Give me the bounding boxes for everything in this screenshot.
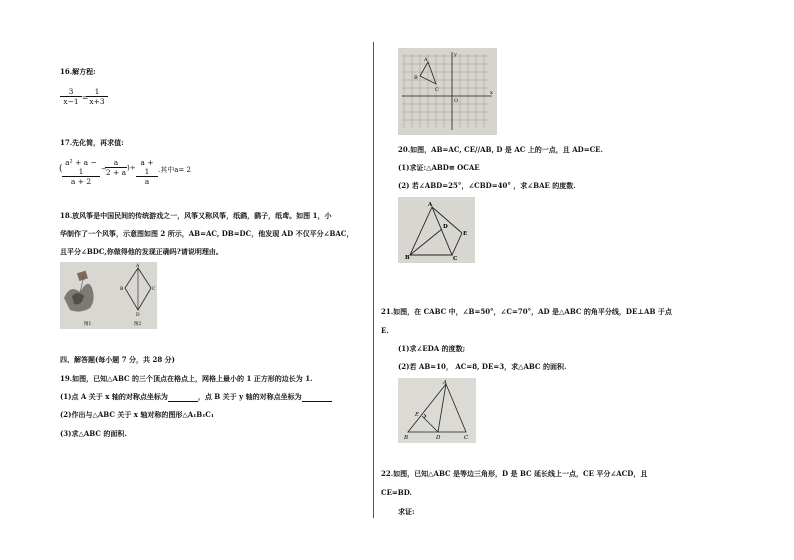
q18-line-2: 华制作了一个风筝，示意图如图 2 所示，AB=AC, DB=DC，他发现 AD 不仅平分∠BAC， — [60, 229, 354, 238]
q22-line-2: CE=BD. — [381, 488, 412, 497]
q17-tail: .其中a= 2 — [158, 166, 191, 174]
q18-line-1: 18.放风筝是中国民间的传统游戏之一，风筝又称风筝，纸鹞，鹞子，纸鸢。如图 1，小 — [60, 211, 332, 220]
section-4-heading: 四、解答题(每小题 7 分，共 28 分) — [60, 355, 175, 364]
q21-figure — [398, 378, 476, 443]
grid-label-B: B — [414, 75, 418, 81]
q19-part1-a: (1)点 A 关于 x 轴的对称点坐标为 — [60, 392, 168, 401]
q19-line-2 — [60, 392, 332, 402]
grid-label-x: x — [490, 90, 493, 96]
kite-label-D: D — [136, 313, 140, 318]
kite-figure-photo — [60, 262, 157, 329]
q20-label-E: E — [463, 231, 468, 237]
q16-fraction-2 — [86, 87, 108, 106]
grid-label-C: C — [435, 87, 439, 93]
q16-title: 16.解方程: — [60, 67, 96, 76]
q19-part1-b: ，点 B 关于 y 轴的对称点坐标为 — [197, 392, 302, 401]
q20-figure — [398, 197, 475, 263]
q17-title: 17.先化简，再求值: — [60, 138, 124, 147]
q16-frac1-numerator: 3 — [60, 87, 82, 97]
grid-label-A: A — [424, 57, 428, 63]
q22-line-1: 22.如图，已知△ABC 是等边三角形，D 是 BC 延长线上一点，CE 平分∠ACD，且 — [381, 469, 648, 478]
q20-label-B: B — [405, 255, 410, 261]
q17-fraction-3 — [136, 158, 158, 186]
q19-line-3: (2)作出与△ABC 关于 x 轴对称的图形△A₁B₁C₁ — [60, 410, 214, 419]
kite-label-C: C — [152, 287, 156, 292]
q20-label-C: C — [453, 256, 458, 262]
answer-blank-2 — [302, 394, 332, 402]
q21-line-1b: E. — [381, 326, 389, 335]
figure-2-caption: 图2 — [134, 322, 142, 327]
q21-label-D: D — [436, 435, 441, 441]
q17-frac3-numerator: a + 1 — [136, 158, 158, 177]
q17-frac1-numerator: a² + a − 1 — [62, 158, 100, 177]
q17-fraction-1 — [62, 158, 100, 186]
kite-figure — [60, 262, 157, 329]
grid-label-O: O — [454, 98, 459, 104]
q21-line-3: (2)若 AB=10， AC=8, DE=3，求△ABC 的面积. — [398, 362, 567, 371]
q17-left-paren: ( — [59, 164, 63, 174]
q16-frac1-denominator: x−1 — [63, 97, 79, 106]
answer-blank-1 — [168, 394, 198, 402]
q17-frac1-denominator: a + 2 — [70, 177, 92, 186]
grid-figure-photo — [398, 48, 497, 135]
column-divider — [373, 42, 374, 518]
q20-label-A: A — [428, 202, 433, 208]
q20-figure-photo — [398, 197, 475, 263]
q21-line-2: (1)求∠EDA 的度数; — [398, 344, 466, 353]
q17-frac2-denominator: 2 + a — [105, 168, 127, 177]
q16-frac2-denominator: x+3 — [89, 97, 105, 106]
q16-equals: = — [82, 93, 89, 102]
q19-line-4: (3)求△ABC 的面积. — [60, 429, 127, 438]
q19-line-1: 19.如图，已知△ABC 的三个顶点在格点上，网格上最小的 1 正方形的边长为 1. — [60, 374, 313, 383]
q17-fraction-2 — [105, 158, 127, 177]
figure-1-caption: 图1 — [84, 322, 92, 327]
q21-label-A: A — [443, 380, 447, 386]
q17-frac3-denominator: a — [144, 177, 150, 186]
q20-line-1: 20.如图，AB=AC, CE//AB, D 是 AC 上的一点，且 AD=CE. — [398, 145, 603, 154]
q17-frac2-numerator: a — [105, 158, 127, 168]
q22-line-3: 求证: — [398, 507, 415, 516]
grid-figure — [398, 48, 497, 135]
kite-label-B: B — [120, 287, 124, 292]
q16-frac2-numerator: 1 — [86, 87, 108, 97]
q17-minus: − — [101, 165, 107, 173]
q21-label-C: C — [464, 435, 469, 441]
q21-figure-photo — [398, 378, 476, 443]
kite-label-A: A — [136, 264, 140, 269]
q21-label-E: E — [415, 412, 420, 418]
q21-label-B: B — [404, 435, 409, 441]
q16-fraction-1 — [60, 87, 82, 106]
grid-label-y: y — [454, 52, 457, 58]
q21-line-1: 21.如图，在 CABC 中，∠B=50°，∠C=70°，AD 是△ABC 的角平分线，DE⊥AB 于点 — [381, 307, 672, 316]
q18-line-3: 且平分∠BDC,你做得他的发现正确吗?请说明理由。 — [60, 247, 223, 256]
q20-label-D: D — [443, 224, 448, 230]
q20-line-3: (2) 若∠ABD=25°，∠CBD=40° ，求∠BAE 的度数. — [398, 181, 576, 190]
q17-right-paren: )÷ — [127, 164, 136, 172]
q20-line-2: (1)求证:△ABD≌ OCAE — [398, 163, 480, 172]
